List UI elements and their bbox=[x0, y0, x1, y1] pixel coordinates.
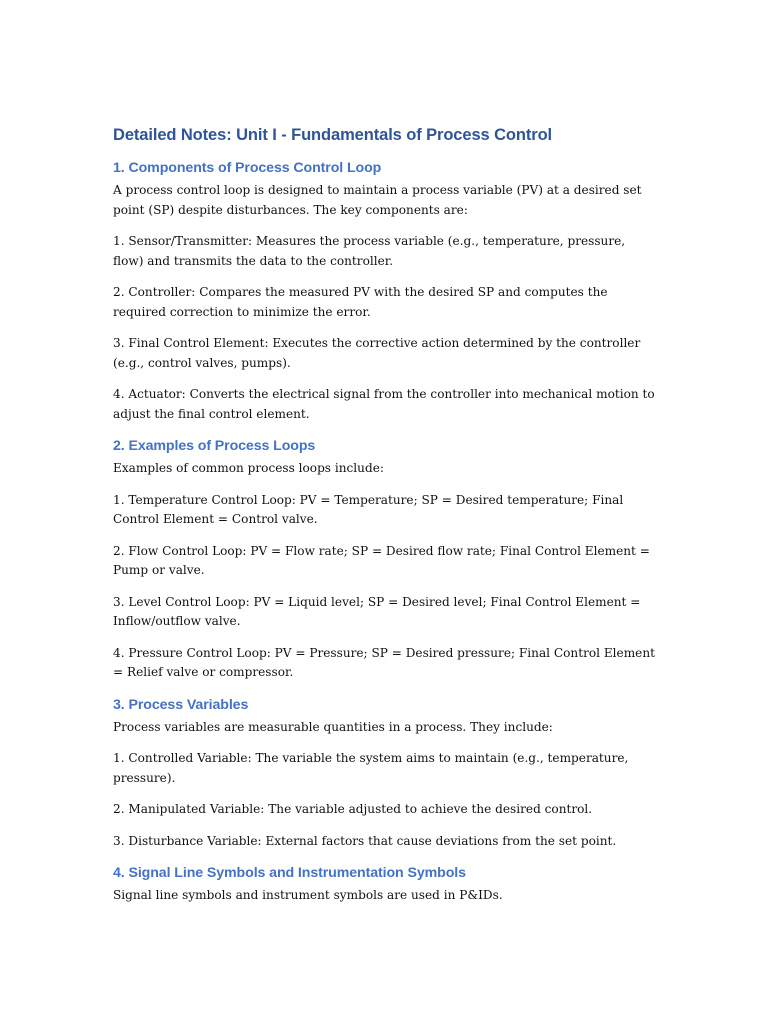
section-heading: 2. Examples of Process Loops bbox=[113, 438, 316, 454]
list-item: 1. Sensor/Transmitter: Measures the process variable (e.g., temperature, pressure, flow) and transmits the data to the controller. bbox=[113, 234, 626, 268]
list-item: 1. Controlled Variable: The variable the system aims to maintain (e.g., temperature, pressure). bbox=[113, 751, 629, 785]
list-item: 1. Temperature Control Loop: PV = Temperature; SP = Desired temperature; Final Control Element = Control valve. bbox=[113, 492, 624, 526]
list-item: 3. Final Control Element: Executes the corrective action determined by the controller (e.g., control valves, pumps). bbox=[113, 336, 641, 370]
list-item: 2. Manipulated Variable: The variable adjusted to achieve the desired control. bbox=[113, 802, 593, 816]
paragraph: Examples of common process loops include: bbox=[113, 461, 384, 475]
document-page bbox=[113, 124, 658, 918]
section-heading: 4. Signal Line Symbols and Instrumentation Symbols bbox=[113, 865, 466, 881]
list-item: 4. Pressure Control Loop: PV = Pressure; SP = Desired pressure; Final Control Element = Relief valve or compressor. bbox=[113, 645, 655, 679]
document-title: Detailed Notes: Unit I - Fundamentals of Process Control bbox=[113, 126, 553, 144]
list-item: 4. Actuator: Converts the electrical signal from the controller into mechanical motion to adjust the final control element. bbox=[113, 387, 655, 421]
list-item: 2. Flow Control Loop: PV = Flow rate; SP = Desired flow rate; Final Control Element = Pump or valve. bbox=[113, 543, 650, 577]
section-symbols bbox=[113, 863, 658, 906]
list-item: 3. Disturbance Variable: External factors that cause deviations from the set point. bbox=[113, 833, 617, 848]
paragraph: A process control loop is designed to maintain a process variable (PV) at a desired set point (SP) despite disturbances. The key components are: bbox=[113, 183, 642, 217]
section-heading: 3. Process Variables bbox=[113, 696, 249, 713]
paragraph: Signal line symbols and instrument symbols are used in P&IDs. bbox=[113, 888, 503, 902]
paragraph: Process variables are measurable quantities in a process. They include: bbox=[113, 719, 553, 734]
list-item: 2. Controller: Compares the measured PV with the desired SP and computes the required correction to minimize the error. bbox=[113, 285, 608, 319]
list-item: 3. Level Control Loop: PV = Liquid level; SP = Desired level; Final Control Element = Inflow/outflow valve. bbox=[113, 594, 641, 628]
section-variables bbox=[113, 695, 658, 852]
section-heading: 1. Components of Process Control Loop bbox=[113, 160, 382, 176]
section-examples bbox=[113, 436, 658, 683]
section-components bbox=[113, 158, 658, 424]
